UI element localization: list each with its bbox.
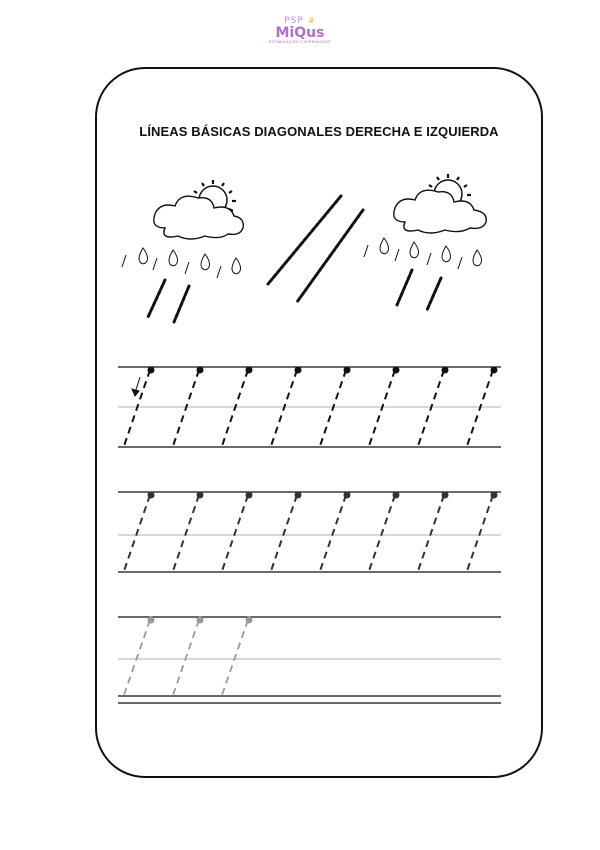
practice-row-2 (118, 492, 501, 573)
raindrop-icon (380, 238, 389, 254)
raindrops-left (122, 248, 241, 278)
logo-main-text: MiQus (275, 25, 325, 41)
logo-tagline: ESTIMULACIÓN Y APRENDIZAJE (268, 40, 332, 44)
raindrop-icon (201, 254, 210, 270)
raindrop-icon (232, 258, 241, 274)
practice-row-3 (118, 617, 501, 704)
practice-row-1 (118, 367, 501, 448)
raindrop-icon (169, 250, 178, 266)
start-arrow-icon (132, 377, 140, 396)
crown-icon: ♛ (307, 16, 316, 25)
cloud-icon-right (394, 190, 487, 233)
cloud-icon-left (154, 196, 244, 239)
raindrop-icon (139, 248, 148, 264)
raindrop-icon (473, 250, 482, 266)
worksheet-title: LÍNEAS BÁSICAS DIAGONALES DERECHA E IZQUIERDA (139, 124, 499, 139)
logo-top-text: PSP ♛ (284, 16, 316, 26)
raindrop-icon (410, 242, 419, 258)
raindrops-right (364, 238, 482, 269)
raindrop-icon (442, 246, 451, 262)
